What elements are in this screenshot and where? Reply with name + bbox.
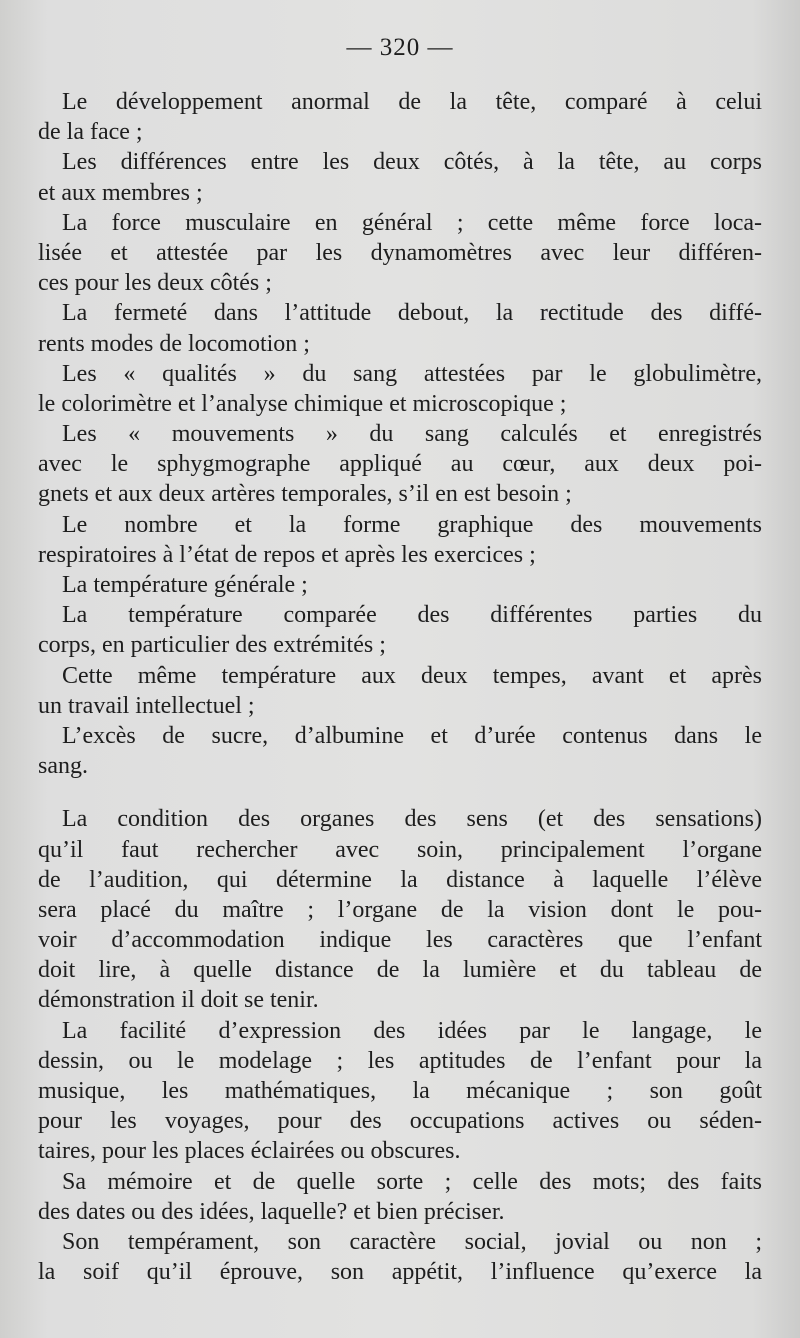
text-line: La facilité d’expression des idées par le langage, le bbox=[62, 1017, 762, 1044]
text-line: qu’il faut rechercher avec soin, principalement l’organe bbox=[38, 836, 762, 863]
text-line: taires, pour les places éclairées ou obscures. bbox=[38, 1138, 461, 1165]
text-line: rents modes de locomotion ; bbox=[38, 330, 310, 357]
text-line: corps, en particulier des extrémités ; bbox=[38, 632, 386, 659]
text-line: démonstration il doit se tenir. bbox=[38, 987, 319, 1014]
text-line: gnets et aux deux artères temporales, s’il en est besoin ; bbox=[38, 481, 572, 508]
section-senses-aptitudes bbox=[38, 804, 762, 1287]
text-line: La fermeté dans l’attitude debout, la rectitude des diffé- bbox=[62, 300, 762, 327]
text-line: L’excès de sucre, d’albumine et d’urée contenus dans le bbox=[62, 722, 762, 749]
text-line: La condition des organes des sens (et des sensations) bbox=[62, 806, 762, 833]
text-line: Le développement anormal de la tête, comparé à celui bbox=[62, 89, 762, 115]
text-line: La force musculaire en général ; cette même force loca- bbox=[62, 209, 762, 236]
text-line: lisée et attestée par les dynamomètres avec leur différen- bbox=[38, 239, 762, 266]
text-line: et aux membres ; bbox=[38, 179, 203, 206]
text-line: pour les voyages, pour des occupations actives ou séden- bbox=[38, 1108, 762, 1135]
text-line: Le nombre et la forme graphique des mouvements bbox=[62, 511, 762, 538]
text-line: sera placé du maître ; l’organe de la vision dont le pou- bbox=[38, 896, 762, 923]
text-line: Cette même température aux deux tempes, avant et après bbox=[62, 662, 762, 689]
text-line: musique, les mathématiques, la mécanique ; son goût bbox=[38, 1078, 762, 1104]
text-line: dessin, ou le modelage ; les aptitudes de l’enfant pour la bbox=[38, 1047, 762, 1074]
text-line: Les « qualités » du sang attestées par le globulimètre, bbox=[62, 360, 762, 387]
text-line: des dates ou des idées, laquelle? et bien préciser. bbox=[38, 1198, 505, 1225]
text-line: Sa mémoire et de quelle sorte ; celle des mots; des faits bbox=[62, 1168, 762, 1195]
text-line: Les « mouvements » du sang calculés et enregistrés bbox=[62, 421, 762, 448]
section-physical-exam bbox=[38, 87, 762, 781]
text-body bbox=[38, 87, 762, 1287]
text-line: la soif qu’il éprouve, son appétit, l’influence qu’exerce la bbox=[38, 1259, 762, 1286]
page-number: — 320 — bbox=[346, 34, 454, 61]
text-line: La température comparée des différentes parties du bbox=[62, 602, 762, 629]
text-line: Son tempérament, son caractère social, jovial ou non ; bbox=[62, 1228, 762, 1255]
text-line: de l’audition, qui détermine la distance à laquelle l’élève bbox=[38, 866, 762, 893]
text-line: un travail intellectuel ; bbox=[38, 692, 255, 719]
text-line: ces pour les deux côtés ; bbox=[38, 270, 272, 297]
text-line: Les différences entre les deux côtés, à la tête, au corps bbox=[62, 149, 762, 176]
text-line: sang. bbox=[38, 753, 88, 780]
text-line: de la face ; bbox=[38, 119, 143, 146]
paragraph-gap bbox=[38, 781, 762, 804]
text-line: respiratoires à l’état de repos et après les exercices ; bbox=[38, 541, 536, 568]
text-line: voir d’accommodation indique les caractères que l’enfant bbox=[38, 927, 762, 954]
text-line: doit lire, à quelle distance de la lumière et du tableau de bbox=[38, 957, 762, 984]
text-line: La température générale ; bbox=[62, 572, 308, 598]
text-line: le colorimètre et l’analyse chimique et microscopique ; bbox=[38, 390, 567, 417]
text-line: avec le sphygmographe appliqué au cœur, aux deux poi- bbox=[38, 451, 762, 478]
